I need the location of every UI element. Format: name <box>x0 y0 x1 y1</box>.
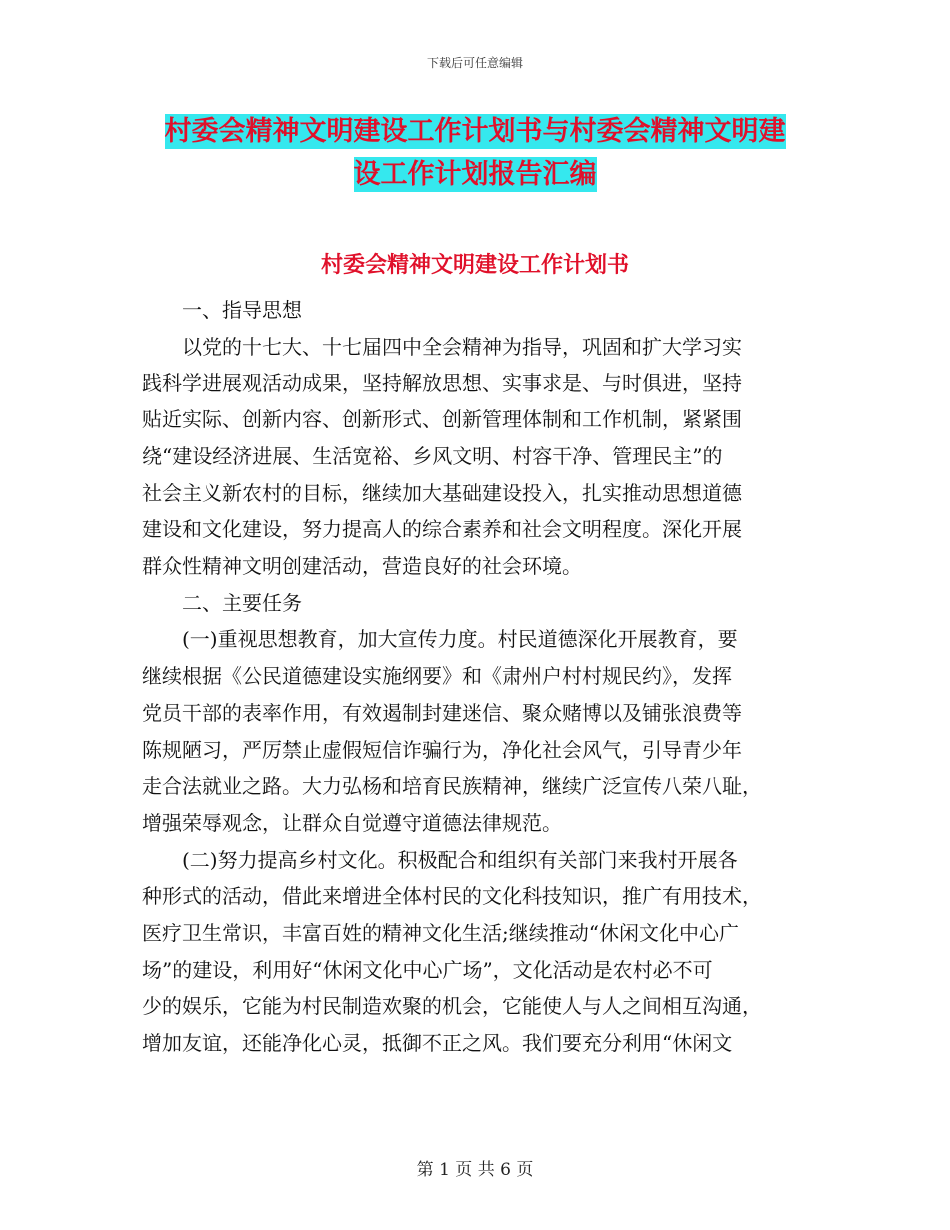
body-line: 绕“建设经济进展、生活宽裕、乡风文明、村容干净、管理民主”的 <box>142 444 723 468</box>
section-title: 村委会精神文明建设工作计划书 <box>320 253 629 278</box>
body-line: (一)重视思想教育，加大宣传力度。村民道德深化开展教育，要 <box>142 627 738 651</box>
body-line: 社会主义新农村的目标，继续加大基础建设投入，扎实推动思想道德 <box>142 481 742 505</box>
main-title-text-2: 设工作计划报告汇编 <box>353 159 597 190</box>
page-number: 第 1 页 共 6 页 <box>416 1160 534 1180</box>
body-line: (二)努力提高乡村文化。积极配合和组织有关部门来我村开展各 <box>142 848 738 872</box>
body-line: 增强荣辱观念，让群众自觉遵守道德法律规范。 <box>142 811 562 835</box>
body-line: 党员干部的表率作用，有效遏制封建迷信、聚众赌博以及铺张浪费等 <box>142 701 742 725</box>
body-line: 陈规陋习，严厉禁止虚假短信诈骗行为，净化社会风气，引导青少年 <box>142 738 742 762</box>
body-line: 场”的建设，利用好“休闲文化中心广场”，文化活动是农村必不可 <box>142 958 713 982</box>
main-title-line-2 <box>0 154 950 196</box>
body-line: 贴近实际、创新内容、创新形式、创新管理体制和工作机制，紧紧围 <box>142 407 742 431</box>
body-line: 医疗卫生常识，丰富百姓的精神文化生活;继续推动“休闲文化中心广 <box>142 921 739 945</box>
body-line: 继续根据《公民道德建设实施纲要》和《肃州户村村规民约》，发挥 <box>142 664 732 688</box>
main-title-line-1 <box>0 111 950 153</box>
body-line: 增加友谊，还能净化心灵，抵御不正之风。我们要充分利用“休闲文 <box>142 1031 733 1055</box>
body-line: 一、指导思想 <box>142 298 302 322</box>
body-line: 少的娱乐，它能为村民制造欢聚的机会，它能使人与人之间相互沟通， <box>142 994 762 1018</box>
body-line: 践科学进展观活动成果，坚持解放思想、实事求是、与时俱进，坚持 <box>142 371 742 395</box>
main-title-text-1: 村委会精神文明建设工作计划书与村委会精神文明建 <box>164 116 786 147</box>
body-line: 二、主要任务 <box>142 591 302 615</box>
body-line: 种形式的活动，借此来增进全体村民的文化科技知识，推广有用技术， <box>142 884 762 908</box>
body-line: 走合法就业之路。大力弘杨和培育民族精神，继续广泛宣传八荣八耻， <box>142 774 762 798</box>
body-line: 群众性精神文明创建活动，营造良好的社会环境。 <box>142 554 582 578</box>
body-line: 以党的十七大、十七届四中全会精神为指导，巩固和扩大学习实 <box>142 335 742 359</box>
header-note: 下载后可任意编辑 <box>426 56 523 70</box>
body-line: 建设和文化建设，努力提高人的综合素养和社会文明程度。深化开展 <box>142 517 742 541</box>
